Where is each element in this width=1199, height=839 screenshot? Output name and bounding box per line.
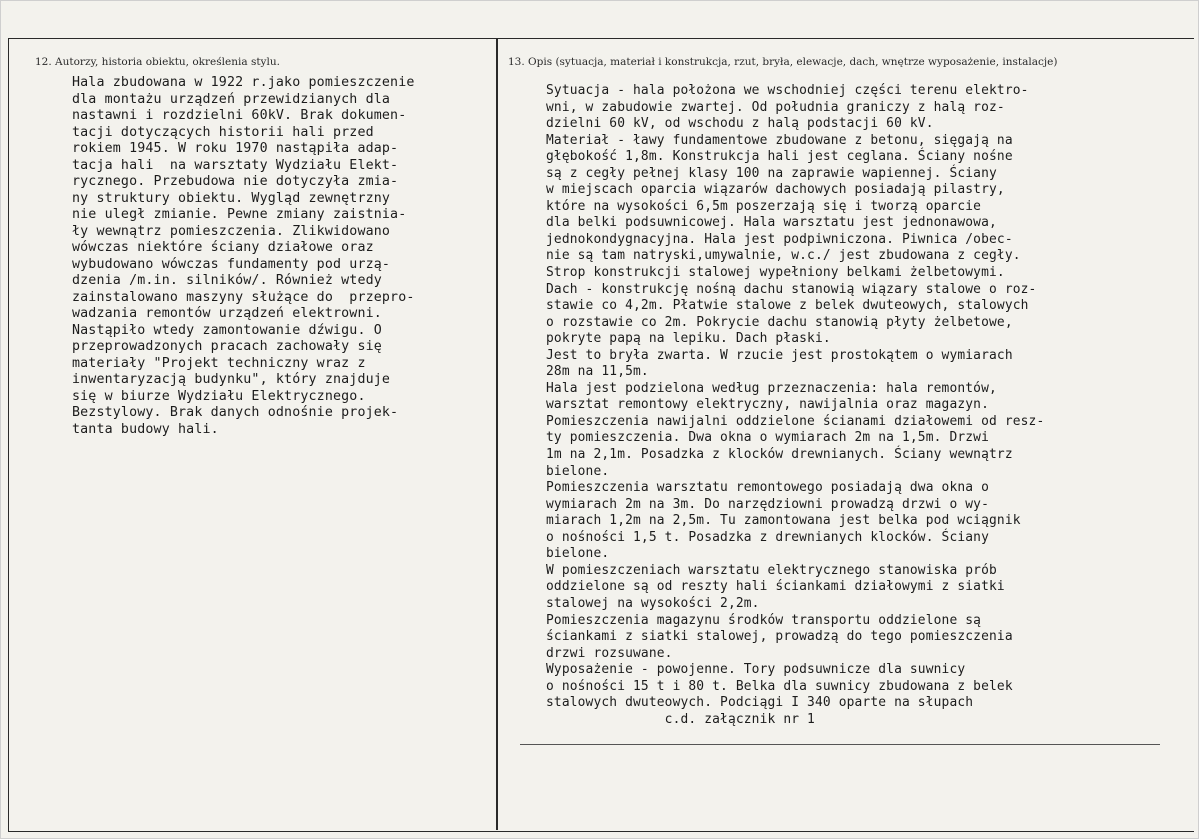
right-column-header: 13. Opis (sytuacja, materiał i konstrukcja, rzut, bryła, elewacje, dach, wnętrze wyposażenie, instalacje) [508,56,1058,68]
history-text: Hala zbudowana w 1922 r.jako pomieszczenie dla montażu urządzeń przewidzianych dla nastawni i rozdzielni 60kV. Brak dokumen- tacji dotyczących historii hali przed rokiem 1945. W roku 1970 nastąpiła adap- tacja hali na warsztaty Wydziału Elekt- rycznego. Przebudowa nie dotyczyła zmia- ny struktury obiektu. Wygląd zewnętrzny nie uległ zmianie. Pewne zmiany zaistnia- ły wewnątrz pomieszczenia. Zlikwidowano wówczas niektóre ściany działowe oraz wybudowano wówczas fundamenty pod urzą- dzenia /m.in. silników/. Również wtedy zainstalowano maszyny służące do przepro- wadzania remontów urządzeń elektrowni. Nastąpiło wtedy zamontowanie dźwigu. O przeprowadzonych pracach zachowały się materiały "Projekt techniczny wraz z inwentaryzacją budynku", który znajduje się w biurze Wydziału Elektrycznego. Bezstylowy. Brak danych odnośnie projek- tanta budowy hali. [72,75,415,437]
section-end-rule [520,744,1160,745]
description-text: Sytuacja - hala położona we wschodniej części terenu elektro- wni, w zabudowie zwartej. Od południa graniczy z halą roz- dzielni 60 kV, od wschodu z halą podstacji 60 kV. Materiał - ławy fundamentowe zbudowane z betonu, sięgają na głębokość 1,8m. Konstrukcja hali jest ceglana. Ściany nośne są z cegły pełnej klasy 100 na zaprawie wapiennej. Ściany w miejscach oparcia wiązarów dachowych posiadają pilastry, które na wysokości 6,5m poszerzają się i tworzą oparcie dla belki podsuwnicowej. Hala warsztatu jest jednonawowa, jednokondygnacyjna. Hala jest podpiwniczona. Piwnica /obec- nie są tam natryski,umywalnie, w.c./ jest zbudowana z cegły. Strop konstrukcji stalowej wypełniony belkami żelbetowymi. Dach - konstrukcję nośną dachu stanowią wiązary stalowe o roz- stawie co 4,2m. Płatwie stalowe z belek dwuteowych, stalowych o rozstawie co 2m. Pokrycie dachu stanowią płyty żelbetowe, pokryte papą na lepiku. Dach płaski. Jest to bryła zwarta. W rzucie jest prostokątem o wymiarach 28m na 11,5m. Hala jest podzielona według przeznaczenia: hala remontów, warsztat remontowy elektryczny, nawijalnia oraz magazyn. Pomieszczenia nawijalni oddzielone ścianami działowemi od resz- ty pomieszczenia. Dwa okna o wymiarach 2m na 1,5m. Drzwi 1m na 2,1m. Posadzka z klocków drewnianych. Ściany wewnątrz bielone. Pomieszczenia warsztatu remontowego posiadają dwa okna o wymiarach 2m na 3m. Do narzędziowni prowadzą drzwi o wy- miarach 1,2m na 2,5m. Tu zamontowana jest belka pod wciągnik o nośności 1,5 t. Posadzka z drewnianych klocków. Ściany bielone. W pomieszczeniach warsztatu elektrycznego stanowiska prób oddzielone są od reszty hali ściankami działowymi z siatki stalowej na wysokości 2,2m. Pomieszczenia magazynu środków transportu oddzielone są ściankami z siatki stalowej, prowadzą do tego pomieszczenia drzwi rozsuwane. Wyposażenie - powojenne. Tory podsuwnicze dla suwnicy o nośności 15 t i 80 t. Belka dla suwnicy zbudowana z belek stalowych dwuteowych. Podciągi I 340 oparte na słupach c.d. załącznik nr 1 [546,83,1045,727]
column-divider [496,38,498,830]
left-column-header: 12. Autorzy, historia obiektu, określenia stylu. [35,56,280,68]
